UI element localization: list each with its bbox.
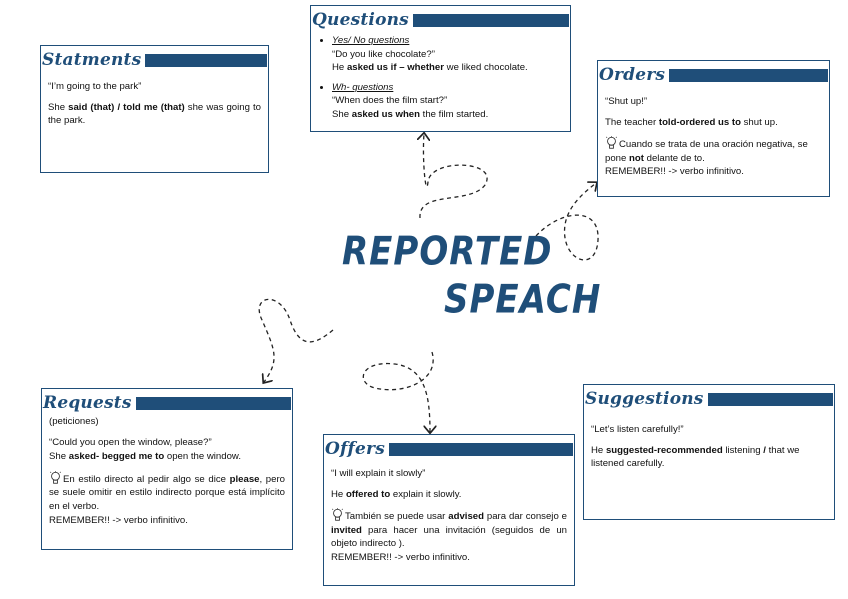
wh-label: Wh- questions xyxy=(332,81,394,93)
card-header xyxy=(42,46,267,74)
card-title: Suggestions xyxy=(585,388,704,409)
note: Cuando se trata de una oración negativa, se pone not delante de to. REMEMBER!! -> verbo infinitivo. xyxy=(605,136,822,179)
title-bar xyxy=(413,14,569,27)
title-bar xyxy=(708,393,833,406)
card-header xyxy=(325,435,573,463)
direct-example: “Could you open the window, please?” xyxy=(49,436,212,448)
card-requests xyxy=(41,388,293,550)
card-suggestions xyxy=(583,384,835,520)
arrow-to-offers xyxy=(363,352,433,432)
list-item xyxy=(332,81,563,122)
remember-note: REMEMBER!! -> verbo infinitivo. xyxy=(49,514,188,526)
card-title: Requests xyxy=(43,392,132,413)
direct-example: “Let’s listen carefully!” xyxy=(591,424,684,435)
reported-example: He asked us if – whether we liked chocolate. xyxy=(332,62,528,74)
card-orders xyxy=(597,60,830,197)
direct-example: “Shut up!” xyxy=(605,96,648,107)
title-bar xyxy=(669,69,828,82)
reported-speech-title-line1: REPORTED xyxy=(342,229,553,275)
question-types-list xyxy=(318,34,563,122)
card-title: Statments xyxy=(42,49,142,70)
direct-example: “When does the film start?” xyxy=(332,95,448,107)
lightbulb-icon xyxy=(605,136,618,150)
arrow-to-requests xyxy=(259,299,333,382)
yes-no-label: Yes/ No questions xyxy=(332,35,410,46)
reported-example: He offered to explain it slowly. xyxy=(331,488,462,500)
reported-example: The teacher told-ordered us to shut up. xyxy=(605,116,778,128)
arrow-to-questions xyxy=(420,134,487,218)
title-bar xyxy=(136,397,291,410)
card-header xyxy=(599,61,828,89)
list-item xyxy=(332,34,563,75)
reported-example: She asked us when the film started. xyxy=(332,109,489,121)
reported-speech-title-line2: SPEACH xyxy=(444,277,602,323)
card-title: Offers xyxy=(325,438,385,459)
remember-note: REMEMBER!! -> verbo infinitivo. xyxy=(605,166,744,178)
note: En estilo directo al pedir algo se dice please, pero se suele omitir en estilo indirecto porque está implícito en el verbo. REMEMBER!! -> verbo infinitivo. xyxy=(49,471,285,527)
card-title: Orders xyxy=(599,64,666,85)
note: También se puede usar advised para dar consejo e invited para hacer una invitación (seguidos de un objeto indirecto ). REMEMBER!! -> verbo infinitivo. xyxy=(331,508,567,564)
reported-example: He suggested-recommended listening / that we listened carefully. xyxy=(591,444,800,470)
lightbulb-icon xyxy=(49,471,62,485)
title-bar xyxy=(389,443,573,456)
card-statements xyxy=(40,45,269,173)
direct-example: “Do you like chocolate?” xyxy=(332,48,435,60)
remember-note: REMEMBER!! -> verbo infinitivo. xyxy=(331,552,470,564)
card-header xyxy=(585,385,833,413)
reported-example: She said (that) / told me (that) she was going to the park. xyxy=(48,101,261,127)
direct-example: “I will explain it slowly” xyxy=(331,468,426,479)
card-title: Questions xyxy=(312,9,409,30)
card-offers xyxy=(323,434,575,586)
lightbulb-icon xyxy=(331,508,344,522)
title-bar xyxy=(145,54,267,67)
card-header xyxy=(43,389,291,417)
card-header xyxy=(312,6,569,34)
direct-example: “I’m going to the park” xyxy=(48,81,142,92)
card-questions xyxy=(310,5,571,132)
reported-example: She asked- begged me to open the window. xyxy=(49,451,241,463)
subtitle: (peticiones) xyxy=(49,416,99,427)
